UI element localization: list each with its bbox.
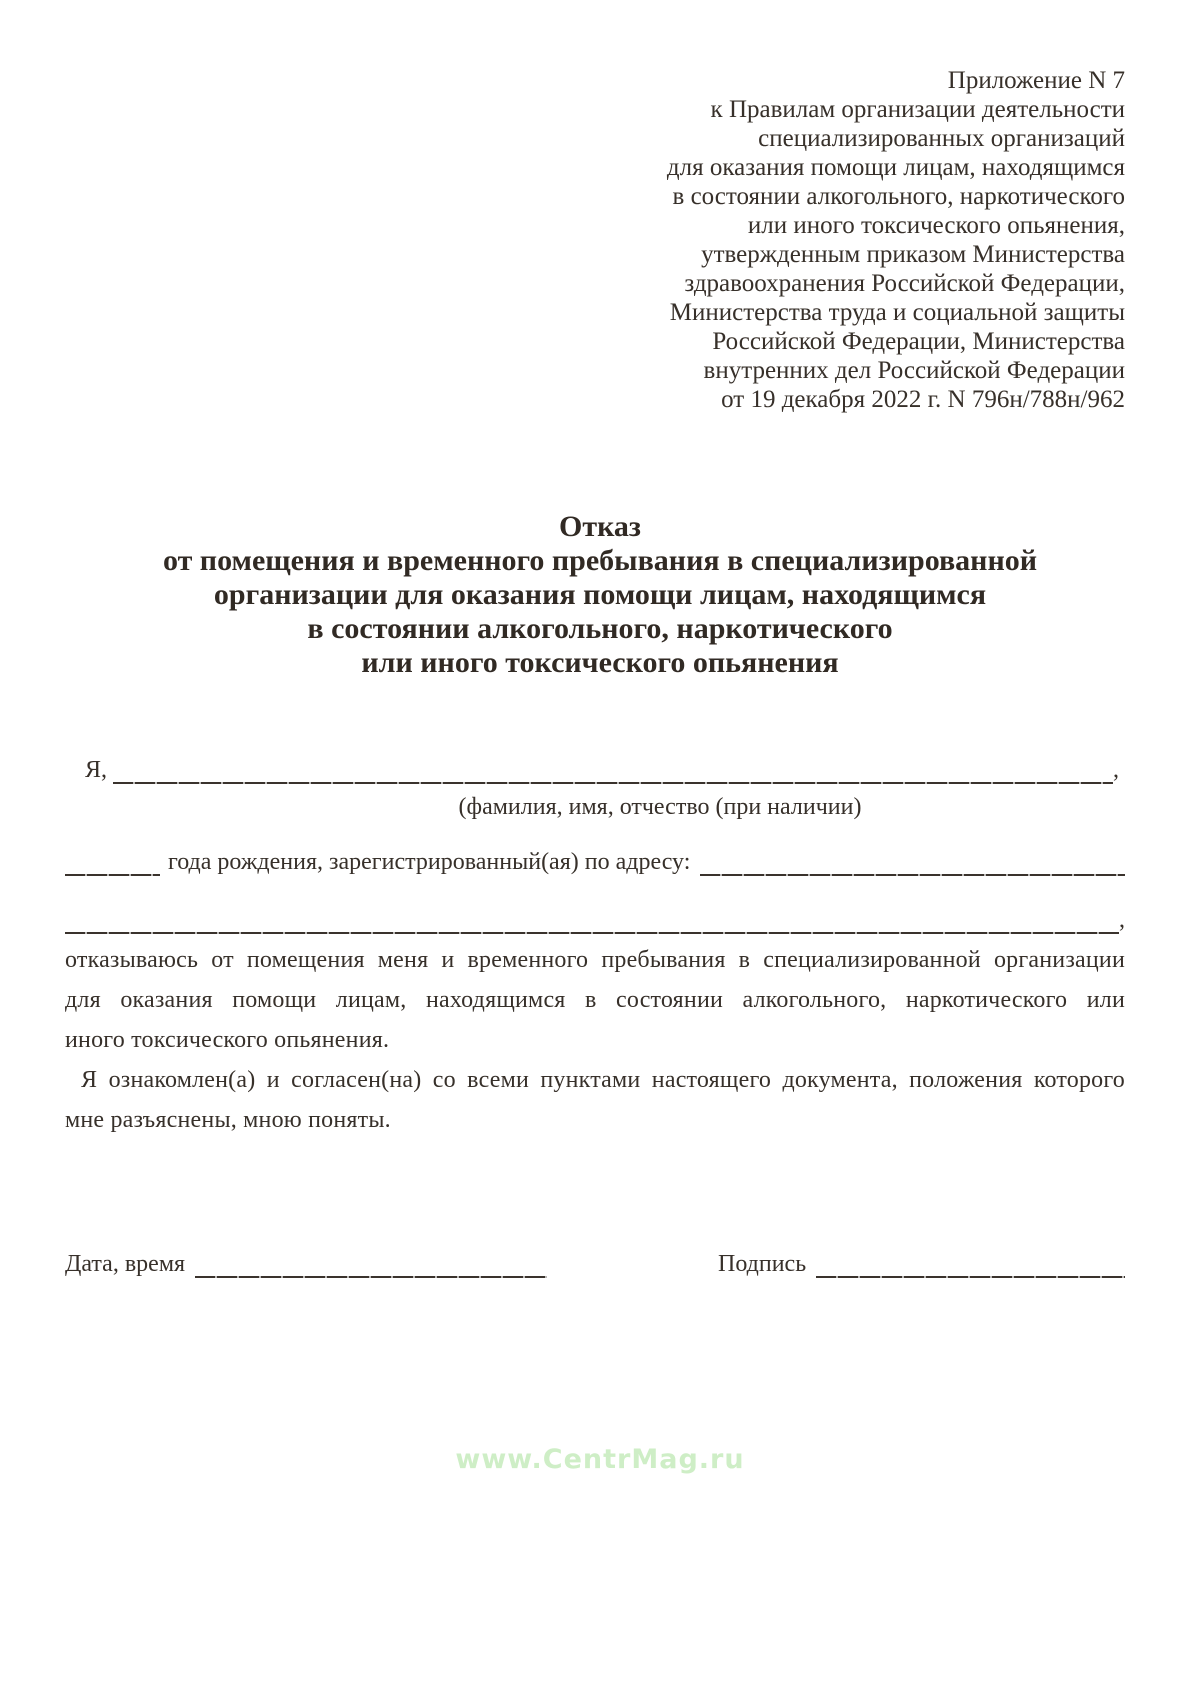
signature-group bbox=[718, 1246, 1125, 1282]
address-continuation-row bbox=[65, 902, 1125, 938]
appendix-header-line: в состоянии алкогольного, наркотического bbox=[672, 183, 1125, 210]
refusal-paragraph-line: отказываюсь от помещения меня и временного пребывания в специализированной организации bbox=[65, 947, 1125, 973]
name-row bbox=[65, 752, 1125, 788]
birthyear-blank-line bbox=[65, 844, 160, 880]
date-blank-line bbox=[195, 1246, 547, 1282]
appendix-header-line: внутренних дел Российской Федерации bbox=[703, 357, 1125, 384]
appendix-header-line: для оказания помощи лицам, находящимся bbox=[666, 154, 1125, 181]
acknowledgment-paragraph-line: Я ознакомлен(а) и согласен(на) со всеми пунктами настоящего документа, положения которого bbox=[81, 1067, 1125, 1093]
appendix-header-line: специализированных организаций bbox=[758, 125, 1125, 152]
acknowledgment-paragraph-line: мне разъяснены, мною поняты. bbox=[65, 1107, 391, 1133]
appendix-header-line: Министерства труда и социальной защиты bbox=[669, 299, 1125, 326]
appendix-header-line: Российской Федерации, Министерства bbox=[712, 328, 1125, 355]
document-title-line: или иного токсического опьянения bbox=[361, 646, 839, 679]
address-blank-line bbox=[700, 844, 1125, 880]
appendix-header-line: или иного токсического опьянения, bbox=[747, 212, 1125, 239]
name-label: Я, bbox=[85, 757, 108, 783]
document-title-line: Отказ bbox=[559, 510, 641, 543]
birth-address-row bbox=[65, 844, 1125, 880]
refusal-paragraph-line: для оказания помощи лицам, находящимся в состоянии алкогольного, наркотического или bbox=[65, 987, 1125, 1013]
appendix-header-line: к Правилам организации деятельности bbox=[710, 96, 1125, 123]
signature-label: Подпись bbox=[718, 1251, 807, 1277]
appendix-header-line: от 19 декабря 2022 г. N 796н/788н/962 bbox=[721, 386, 1125, 413]
address-blank-line-2 bbox=[65, 902, 1119, 938]
address-trailing-comma: , bbox=[1119, 907, 1125, 933]
name-caption: (фамилия, имя, отчество (при наличии) bbox=[458, 794, 862, 820]
body-paragraphs bbox=[65, 940, 1125, 1140]
document-title-line: в состоянии алкогольного, наркотического bbox=[307, 612, 893, 645]
name-blank-line bbox=[113, 752, 1113, 788]
name-trailing-comma: , bbox=[1113, 757, 1119, 783]
date-group bbox=[65, 1246, 547, 1282]
appendix-header-line: утвержденным приказом Министерства bbox=[701, 241, 1125, 268]
appendix-header-line: здравоохранения Российской Федерации, bbox=[684, 270, 1125, 297]
document-title-line: организации для оказания помощи лицам, находящимся bbox=[213, 578, 987, 611]
refusal-paragraph-line: иного токсического опьянения. bbox=[65, 1027, 390, 1053]
document-title-line: от помещения и временного пребывания в специализированной bbox=[162, 544, 1038, 577]
centrmag-watermark: www.CentrMag.ru bbox=[455, 1444, 745, 1475]
appendix-header bbox=[667, 66, 1125, 414]
appendix-header-line: Приложение N 7 bbox=[947, 67, 1125, 94]
date-label: Дата, время bbox=[65, 1251, 186, 1277]
signature-blank-line bbox=[816, 1246, 1125, 1282]
birth-address-label: года рождения, зарегистрированный(ая) по адресу: bbox=[168, 849, 691, 875]
document-title bbox=[0, 510, 1200, 680]
date-signature-row bbox=[65, 1246, 1125, 1282]
